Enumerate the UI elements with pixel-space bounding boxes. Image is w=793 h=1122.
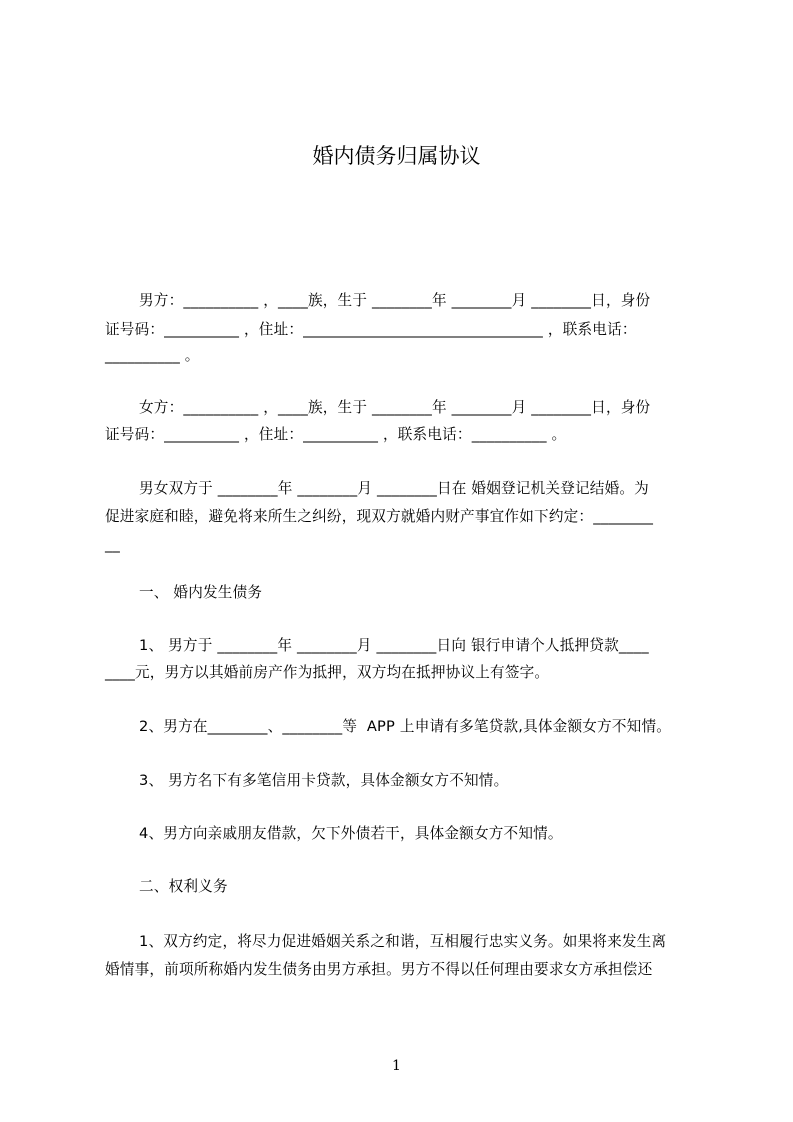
male-party-line-2: 证号码：__________ ，住址：________________________________ ，联系电话： bbox=[105, 321, 637, 338]
section-2-item-1-line-1: 1、双方约定，将尽力促进婚姻关系之和谐，互相履行忠实义务。如果将来发生离 bbox=[139, 933, 667, 950]
male-party-line-3: __________ 。 bbox=[105, 347, 200, 364]
section-1-heading: 一、 婚内发生债务 bbox=[139, 584, 263, 601]
section-2-item-1-line-2: 婚情事，前项所称婚内发生债务由男方承担。男方不得以任何理由要求女方承担偿还 bbox=[105, 961, 653, 978]
section-1-item-4: 4、男方向亲戚朋友借款，欠下外债若干，具体金额女方不知情。 bbox=[139, 825, 563, 842]
male-party-line-1: 男方：__________ ，____族，生于 ________年 ________月 ________日，身份 bbox=[139, 292, 651, 309]
section-1-item-2: 2、男方在________、________等 APP 上申请有多笔贷款,具体金额女方不知情。 bbox=[139, 718, 672, 735]
female-party-line-1: 女方：__________ ，____族，生于 ________年 ________月 ________日，身份 bbox=[139, 399, 651, 416]
female-party-line-2: 证号码：__________ ，住址：__________ ，联系电话：__________ 。 bbox=[105, 426, 567, 443]
marriage-line-2: 促进家庭和睦，避免将来所生之纠纷，现双方就婚内财产事宜作如下约定：________ bbox=[105, 508, 654, 525]
document-title: 婚内债务归属协议 bbox=[312, 144, 481, 168]
section-1-item-1-line-1: 1、 男方于 ________年 ________月 ________日向 银行申请个人抵押贷款____ bbox=[139, 637, 649, 654]
section-1-item-1-line-2: ____元，男方以其婚前房产作为抵押，双方均在抵押协议上有签字。 bbox=[105, 664, 550, 681]
marriage-line-3: __ bbox=[105, 536, 120, 553]
page-number: 1 bbox=[392, 1058, 401, 1074]
section-2-heading: 二、权利义务 bbox=[139, 878, 228, 895]
marriage-line-1: 男女双方于 ________年 ________月 ________日在 婚姻登记机关登记结婚。为 bbox=[139, 480, 649, 497]
section-1-item-3: 3、 男方名下有多笔信用卡贷款，具体金额女方不知情。 bbox=[139, 772, 509, 789]
